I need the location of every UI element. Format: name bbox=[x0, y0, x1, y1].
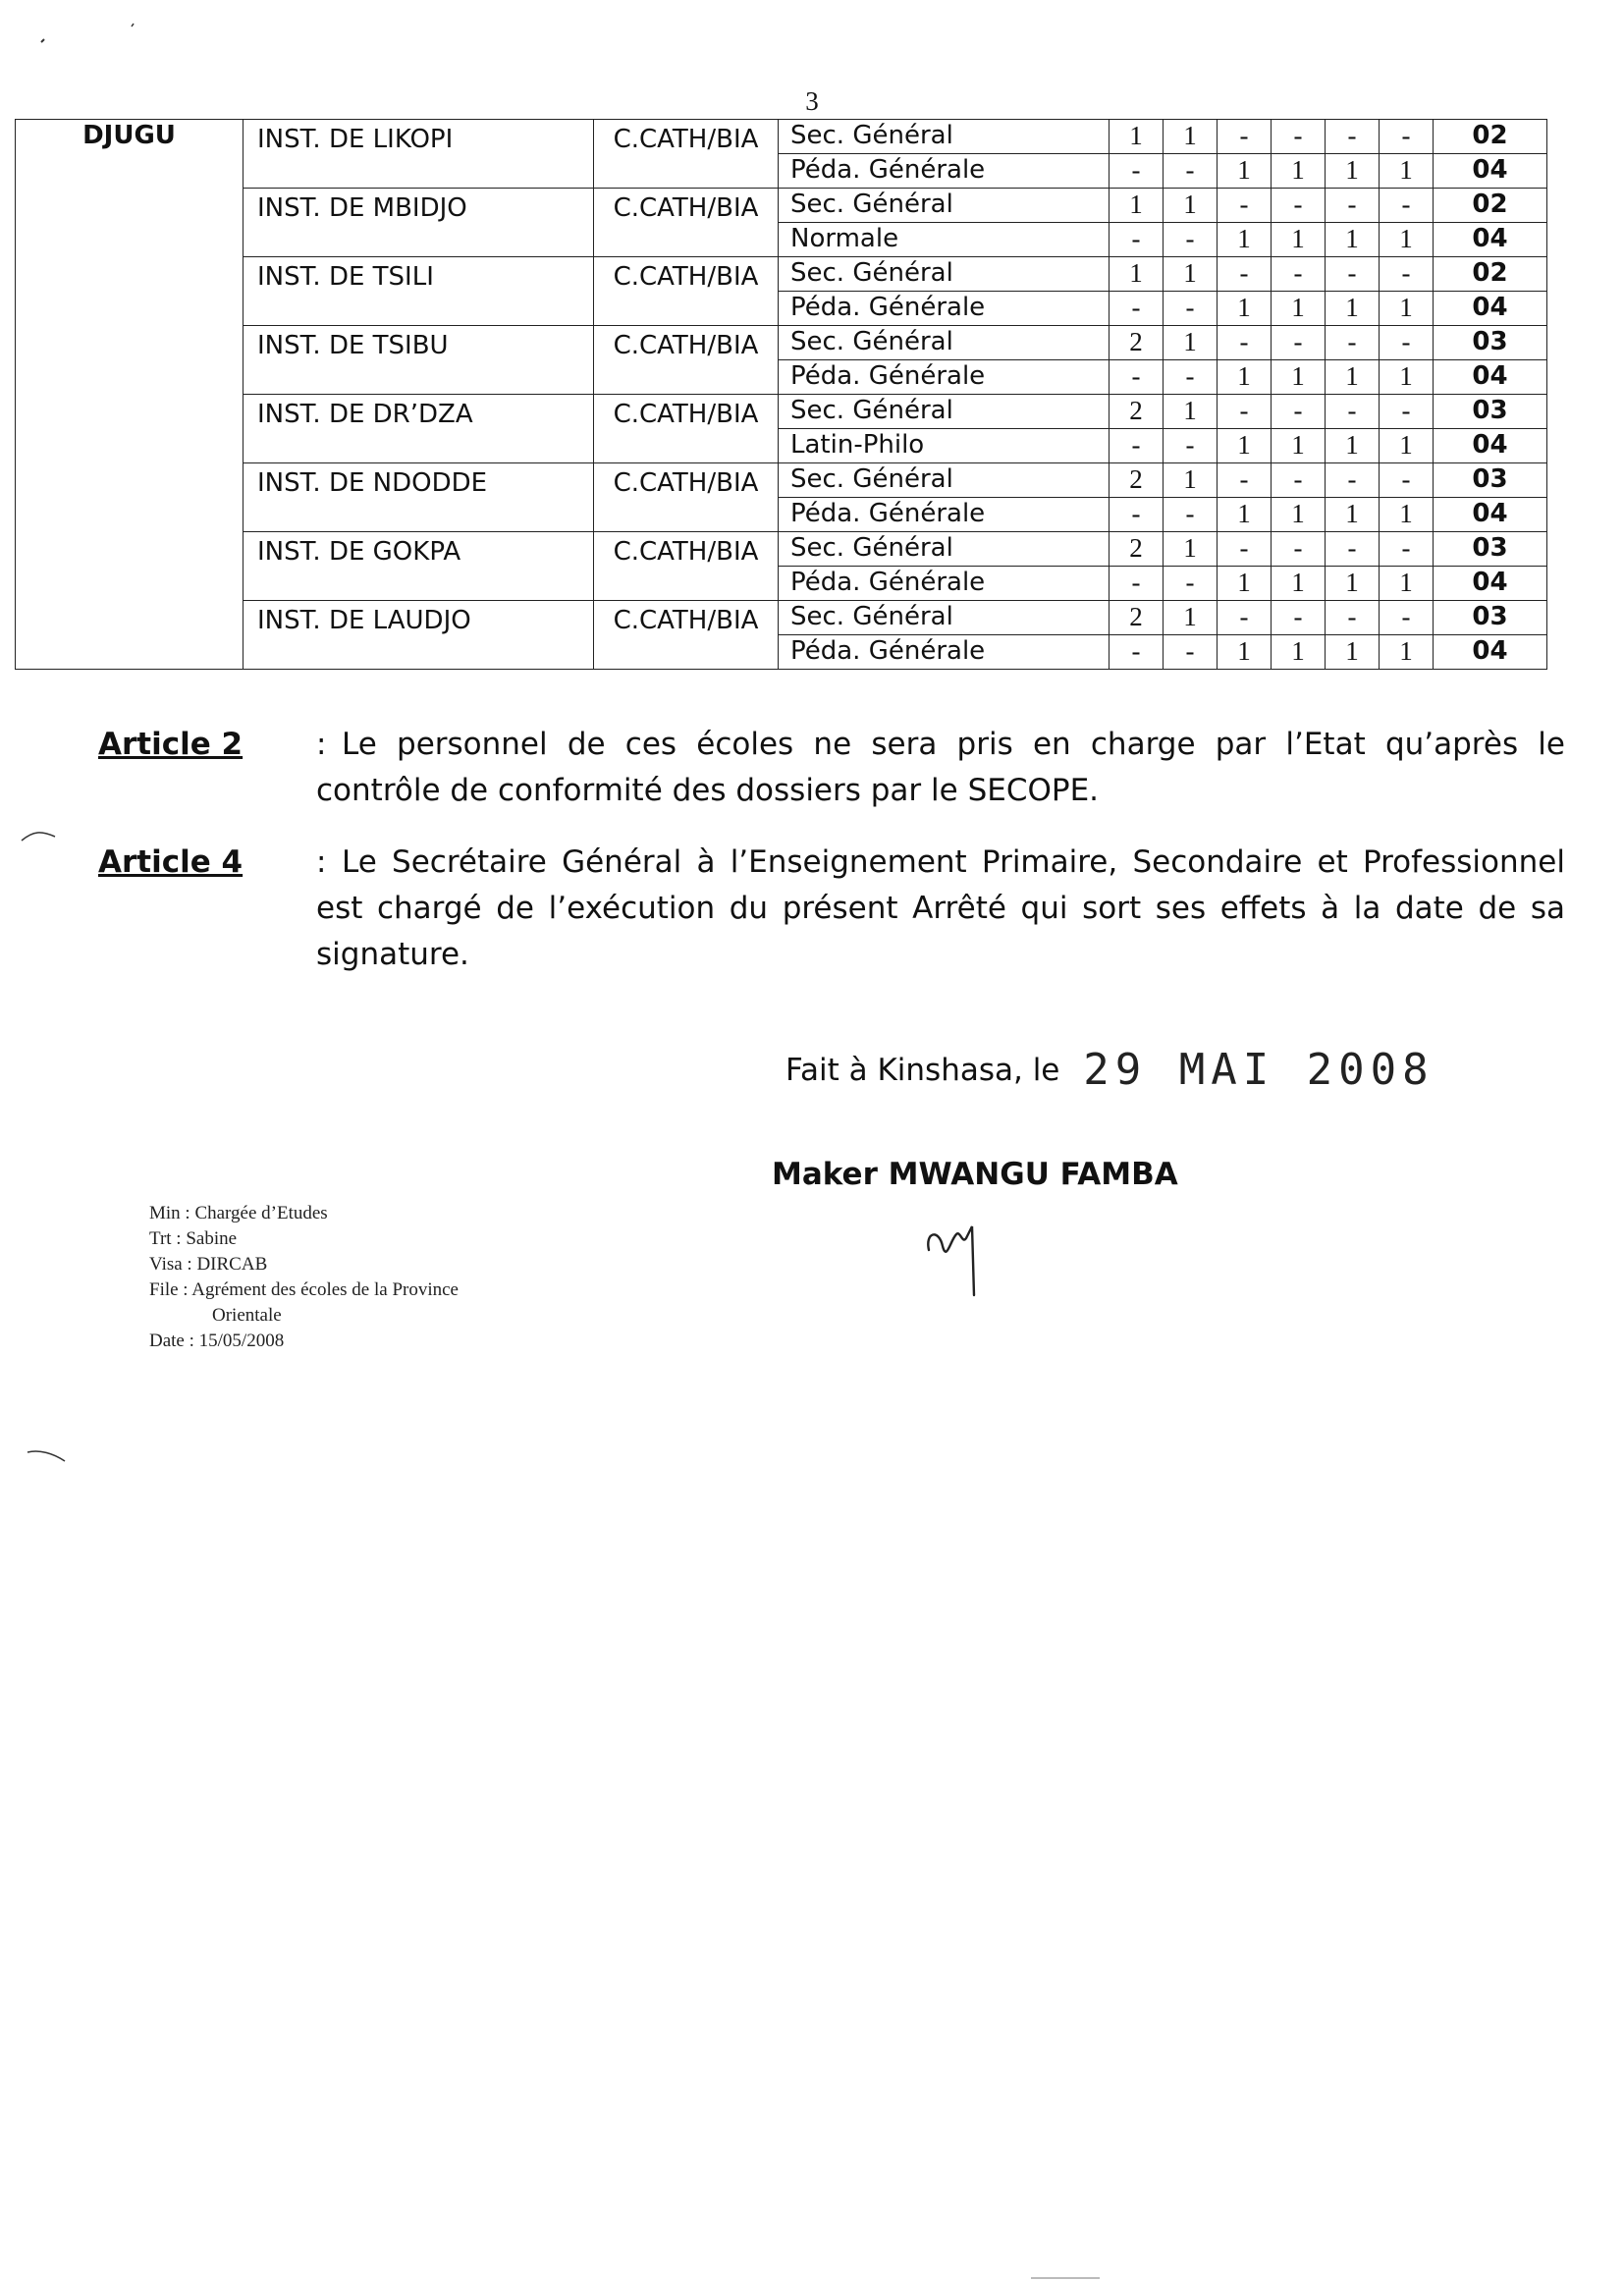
organisation-cell: C.CATH/BIA bbox=[594, 463, 779, 532]
option-cell: Normale bbox=[779, 223, 1110, 257]
class-count-cell: - bbox=[1110, 498, 1164, 532]
class-count-cell: - bbox=[1326, 120, 1380, 154]
class-count-cell: 1 bbox=[1164, 326, 1218, 360]
total-cell: 02 bbox=[1434, 257, 1547, 292]
class-count-cell: - bbox=[1110, 429, 1164, 463]
class-count-cell: 1 bbox=[1326, 223, 1380, 257]
class-count-cell: 1 bbox=[1218, 567, 1272, 601]
school-name-cell: INST. DE NDODDE bbox=[244, 463, 594, 532]
total-cell: 02 bbox=[1434, 120, 1547, 154]
class-count-cell: 1 bbox=[1164, 601, 1218, 635]
class-count-cell: 2 bbox=[1110, 326, 1164, 360]
class-count-cell: 1 bbox=[1164, 532, 1218, 567]
article-label: Article 4 bbox=[98, 844, 244, 880]
class-count-cell: - bbox=[1326, 395, 1380, 429]
class-count-cell: - bbox=[1164, 635, 1218, 670]
total-cell: 04 bbox=[1434, 498, 1547, 532]
class-count-cell: - bbox=[1326, 532, 1380, 567]
total-cell: 04 bbox=[1434, 292, 1547, 326]
signer-name: Maker MWANGU FAMBA bbox=[772, 1157, 1178, 1192]
class-count-cell: - bbox=[1164, 154, 1218, 189]
option-cell: Sec. Général bbox=[779, 463, 1110, 498]
article-text: Le personnel de ces écoles ne sera pris en charge par l’Etat qu’après le contrôle de conformité des dossiers par le SECOPE. bbox=[316, 727, 1565, 808]
class-count-cell: - bbox=[1380, 326, 1434, 360]
class-count-cell: - bbox=[1218, 257, 1272, 292]
ref-trt: Trt : Sabine bbox=[149, 1228, 238, 1249]
class-count-cell: 1 bbox=[1164, 395, 1218, 429]
class-count-cell: - bbox=[1218, 601, 1272, 635]
option-cell: Péda. Générale bbox=[779, 292, 1110, 326]
class-count-cell: 1 bbox=[1110, 120, 1164, 154]
class-count-cell: - bbox=[1326, 463, 1380, 498]
class-count-cell: - bbox=[1272, 463, 1326, 498]
option-cell: Péda. Générale bbox=[779, 360, 1110, 395]
organisation-cell: C.CATH/BIA bbox=[594, 189, 779, 257]
class-count-cell: - bbox=[1272, 395, 1326, 429]
class-count-cell: 1 bbox=[1218, 429, 1272, 463]
class-count-cell: 2 bbox=[1110, 532, 1164, 567]
class-count-cell: 1 bbox=[1164, 120, 1218, 154]
ref-file: File : Agrément des écoles de la Province bbox=[149, 1279, 459, 1300]
option-cell: Péda. Générale bbox=[779, 635, 1110, 670]
total-cell: 04 bbox=[1434, 567, 1547, 601]
ref-min: Min : Chargée d’Etudes bbox=[149, 1203, 328, 1223]
class-count-cell: 1 bbox=[1326, 154, 1380, 189]
class-count-cell: - bbox=[1110, 154, 1164, 189]
organisation-cell: C.CATH/BIA bbox=[594, 395, 779, 463]
ref-file-cont: Orientale bbox=[212, 1305, 282, 1326]
class-count-cell: 2 bbox=[1110, 395, 1164, 429]
class-count-cell: 1 bbox=[1272, 567, 1326, 601]
class-count-cell: 1 bbox=[1380, 154, 1434, 189]
class-count-cell: 1 bbox=[1164, 463, 1218, 498]
class-count-cell: - bbox=[1272, 326, 1326, 360]
organisation-cell: C.CATH/BIA bbox=[594, 532, 779, 601]
school-name-cell: INST. DE LIKOPI bbox=[244, 120, 594, 189]
total-cell: 03 bbox=[1434, 326, 1547, 360]
class-count-cell: - bbox=[1272, 532, 1326, 567]
class-count-cell: 1 bbox=[1272, 154, 1326, 189]
class-count-cell: 1 bbox=[1326, 360, 1380, 395]
class-count-cell: 1 bbox=[1164, 257, 1218, 292]
article-label: Article 2 bbox=[98, 727, 244, 762]
class-count-cell: 1 bbox=[1326, 498, 1380, 532]
option-cell: Sec. Général bbox=[779, 189, 1110, 223]
class-count-cell: 1 bbox=[1326, 429, 1380, 463]
option-cell: Sec. Général bbox=[779, 326, 1110, 360]
class-count-cell: - bbox=[1164, 292, 1218, 326]
class-count-cell: 1 bbox=[1218, 154, 1272, 189]
class-count-cell: - bbox=[1380, 463, 1434, 498]
school-name-cell: INST. DE GOKPA bbox=[244, 532, 594, 601]
option-cell: Sec. Général bbox=[779, 532, 1110, 567]
class-count-cell: - bbox=[1380, 395, 1434, 429]
class-count-cell: 1 bbox=[1272, 223, 1326, 257]
organisation-cell: C.CATH/BIA bbox=[594, 257, 779, 326]
total-cell: 03 bbox=[1434, 601, 1547, 635]
class-count-cell: 2 bbox=[1110, 463, 1164, 498]
class-count-cell: 1 bbox=[1218, 635, 1272, 670]
class-count-cell: 1 bbox=[1380, 498, 1434, 532]
option-cell: Sec. Général bbox=[779, 395, 1110, 429]
district-cell: DJUGU bbox=[16, 120, 244, 670]
class-count-cell: - bbox=[1326, 601, 1380, 635]
total-cell: 03 bbox=[1434, 395, 1547, 429]
class-count-cell: 1 bbox=[1326, 292, 1380, 326]
option-cell: Sec. Général bbox=[779, 120, 1110, 154]
class-count-cell: - bbox=[1218, 189, 1272, 223]
ref-visa: Visa : DIRCAB bbox=[149, 1254, 268, 1275]
class-count-cell: 1 bbox=[1272, 360, 1326, 395]
class-count-cell: 1 bbox=[1272, 635, 1326, 670]
total-cell: 04 bbox=[1434, 429, 1547, 463]
class-count-cell: - bbox=[1110, 292, 1164, 326]
organisation-cell: C.CATH/BIA bbox=[594, 601, 779, 670]
class-count-cell: 1 bbox=[1380, 429, 1434, 463]
class-count-cell: - bbox=[1218, 532, 1272, 567]
class-count-cell: 1 bbox=[1110, 257, 1164, 292]
class-count-cell: 1 bbox=[1380, 635, 1434, 670]
colon: : bbox=[316, 844, 327, 880]
class-count-cell: 2 bbox=[1110, 601, 1164, 635]
total-cell: 04 bbox=[1434, 360, 1547, 395]
option-cell: Latin-Philo bbox=[779, 429, 1110, 463]
total-cell: 04 bbox=[1434, 154, 1547, 189]
school-name-cell: INST. DE MBIDJO bbox=[244, 189, 594, 257]
total-cell: 03 bbox=[1434, 463, 1547, 498]
class-count-cell: 1 bbox=[1380, 223, 1434, 257]
total-cell: 03 bbox=[1434, 532, 1547, 567]
school-name-cell: INST. DE DR’DZA bbox=[244, 395, 594, 463]
class-count-cell: - bbox=[1272, 189, 1326, 223]
organisation-cell: C.CATH/BIA bbox=[594, 326, 779, 395]
class-count-cell: - bbox=[1380, 189, 1434, 223]
school-name-cell: INST. DE TSILI bbox=[244, 257, 594, 326]
organisation-cell: C.CATH/BIA bbox=[594, 120, 779, 189]
class-count-cell: - bbox=[1110, 360, 1164, 395]
class-count-cell: - bbox=[1110, 223, 1164, 257]
class-count-cell: - bbox=[1380, 532, 1434, 567]
class-count-cell: 1 bbox=[1380, 292, 1434, 326]
class-count-cell: - bbox=[1380, 120, 1434, 154]
class-count-cell: 1 bbox=[1272, 429, 1326, 463]
class-count-cell: - bbox=[1326, 326, 1380, 360]
class-count-cell: - bbox=[1164, 567, 1218, 601]
article-text: Le Secrétaire Général à l’Enseignement Primaire, Secondaire et Professionnel est chargé de l’exécution du présent Arrêté qui sort ses effets à la date de sa signature. bbox=[316, 844, 1565, 972]
class-count-cell: - bbox=[1218, 326, 1272, 360]
class-count-cell: - bbox=[1272, 601, 1326, 635]
class-count-cell: - bbox=[1218, 120, 1272, 154]
class-count-cell: - bbox=[1218, 395, 1272, 429]
class-count-cell: 1 bbox=[1326, 635, 1380, 670]
place-label: Fait à Kinshasa, le bbox=[785, 1053, 1060, 1088]
option-cell: Péda. Générale bbox=[779, 567, 1110, 601]
class-count-cell: 1 bbox=[1326, 567, 1380, 601]
class-count-cell: - bbox=[1164, 429, 1218, 463]
class-count-cell: 1 bbox=[1164, 189, 1218, 223]
class-count-cell: 1 bbox=[1380, 360, 1434, 395]
class-count-cell: - bbox=[1110, 567, 1164, 601]
total-cell: 04 bbox=[1434, 223, 1547, 257]
class-count-cell: 1 bbox=[1218, 292, 1272, 326]
option-cell: Sec. Général bbox=[779, 601, 1110, 635]
class-count-cell: - bbox=[1326, 257, 1380, 292]
class-count-cell: - bbox=[1164, 223, 1218, 257]
total-cell: 04 bbox=[1434, 635, 1547, 670]
school-name-cell: INST. DE LAUDJO bbox=[244, 601, 594, 670]
date-stamp: 29 MAI 2008 bbox=[1083, 1045, 1435, 1095]
ref-date: Date : 15/05/2008 bbox=[149, 1331, 285, 1351]
class-count-cell: - bbox=[1164, 498, 1218, 532]
option-cell: Péda. Générale bbox=[779, 154, 1110, 189]
class-count-cell: - bbox=[1218, 463, 1272, 498]
total-cell: 02 bbox=[1434, 189, 1547, 223]
school-name-cell: INST. DE TSIBU bbox=[244, 326, 594, 395]
class-count-cell: 1 bbox=[1272, 292, 1326, 326]
class-count-cell: - bbox=[1326, 189, 1380, 223]
option-cell: Sec. Général bbox=[779, 257, 1110, 292]
colon: : bbox=[316, 727, 327, 762]
class-count-cell: - bbox=[1380, 601, 1434, 635]
class-count-cell: - bbox=[1272, 120, 1326, 154]
class-count-cell: 1 bbox=[1110, 189, 1164, 223]
class-count-cell: 1 bbox=[1380, 567, 1434, 601]
page-number: 3 bbox=[805, 86, 819, 116]
class-count-cell: - bbox=[1110, 635, 1164, 670]
class-count-cell: - bbox=[1164, 360, 1218, 395]
class-count-cell: 1 bbox=[1272, 498, 1326, 532]
class-count-cell: - bbox=[1380, 257, 1434, 292]
class-count-cell: 1 bbox=[1218, 223, 1272, 257]
class-count-cell: 1 bbox=[1218, 360, 1272, 395]
class-count-cell: - bbox=[1272, 257, 1326, 292]
class-count-cell: 1 bbox=[1218, 498, 1272, 532]
option-cell: Péda. Générale bbox=[779, 498, 1110, 532]
